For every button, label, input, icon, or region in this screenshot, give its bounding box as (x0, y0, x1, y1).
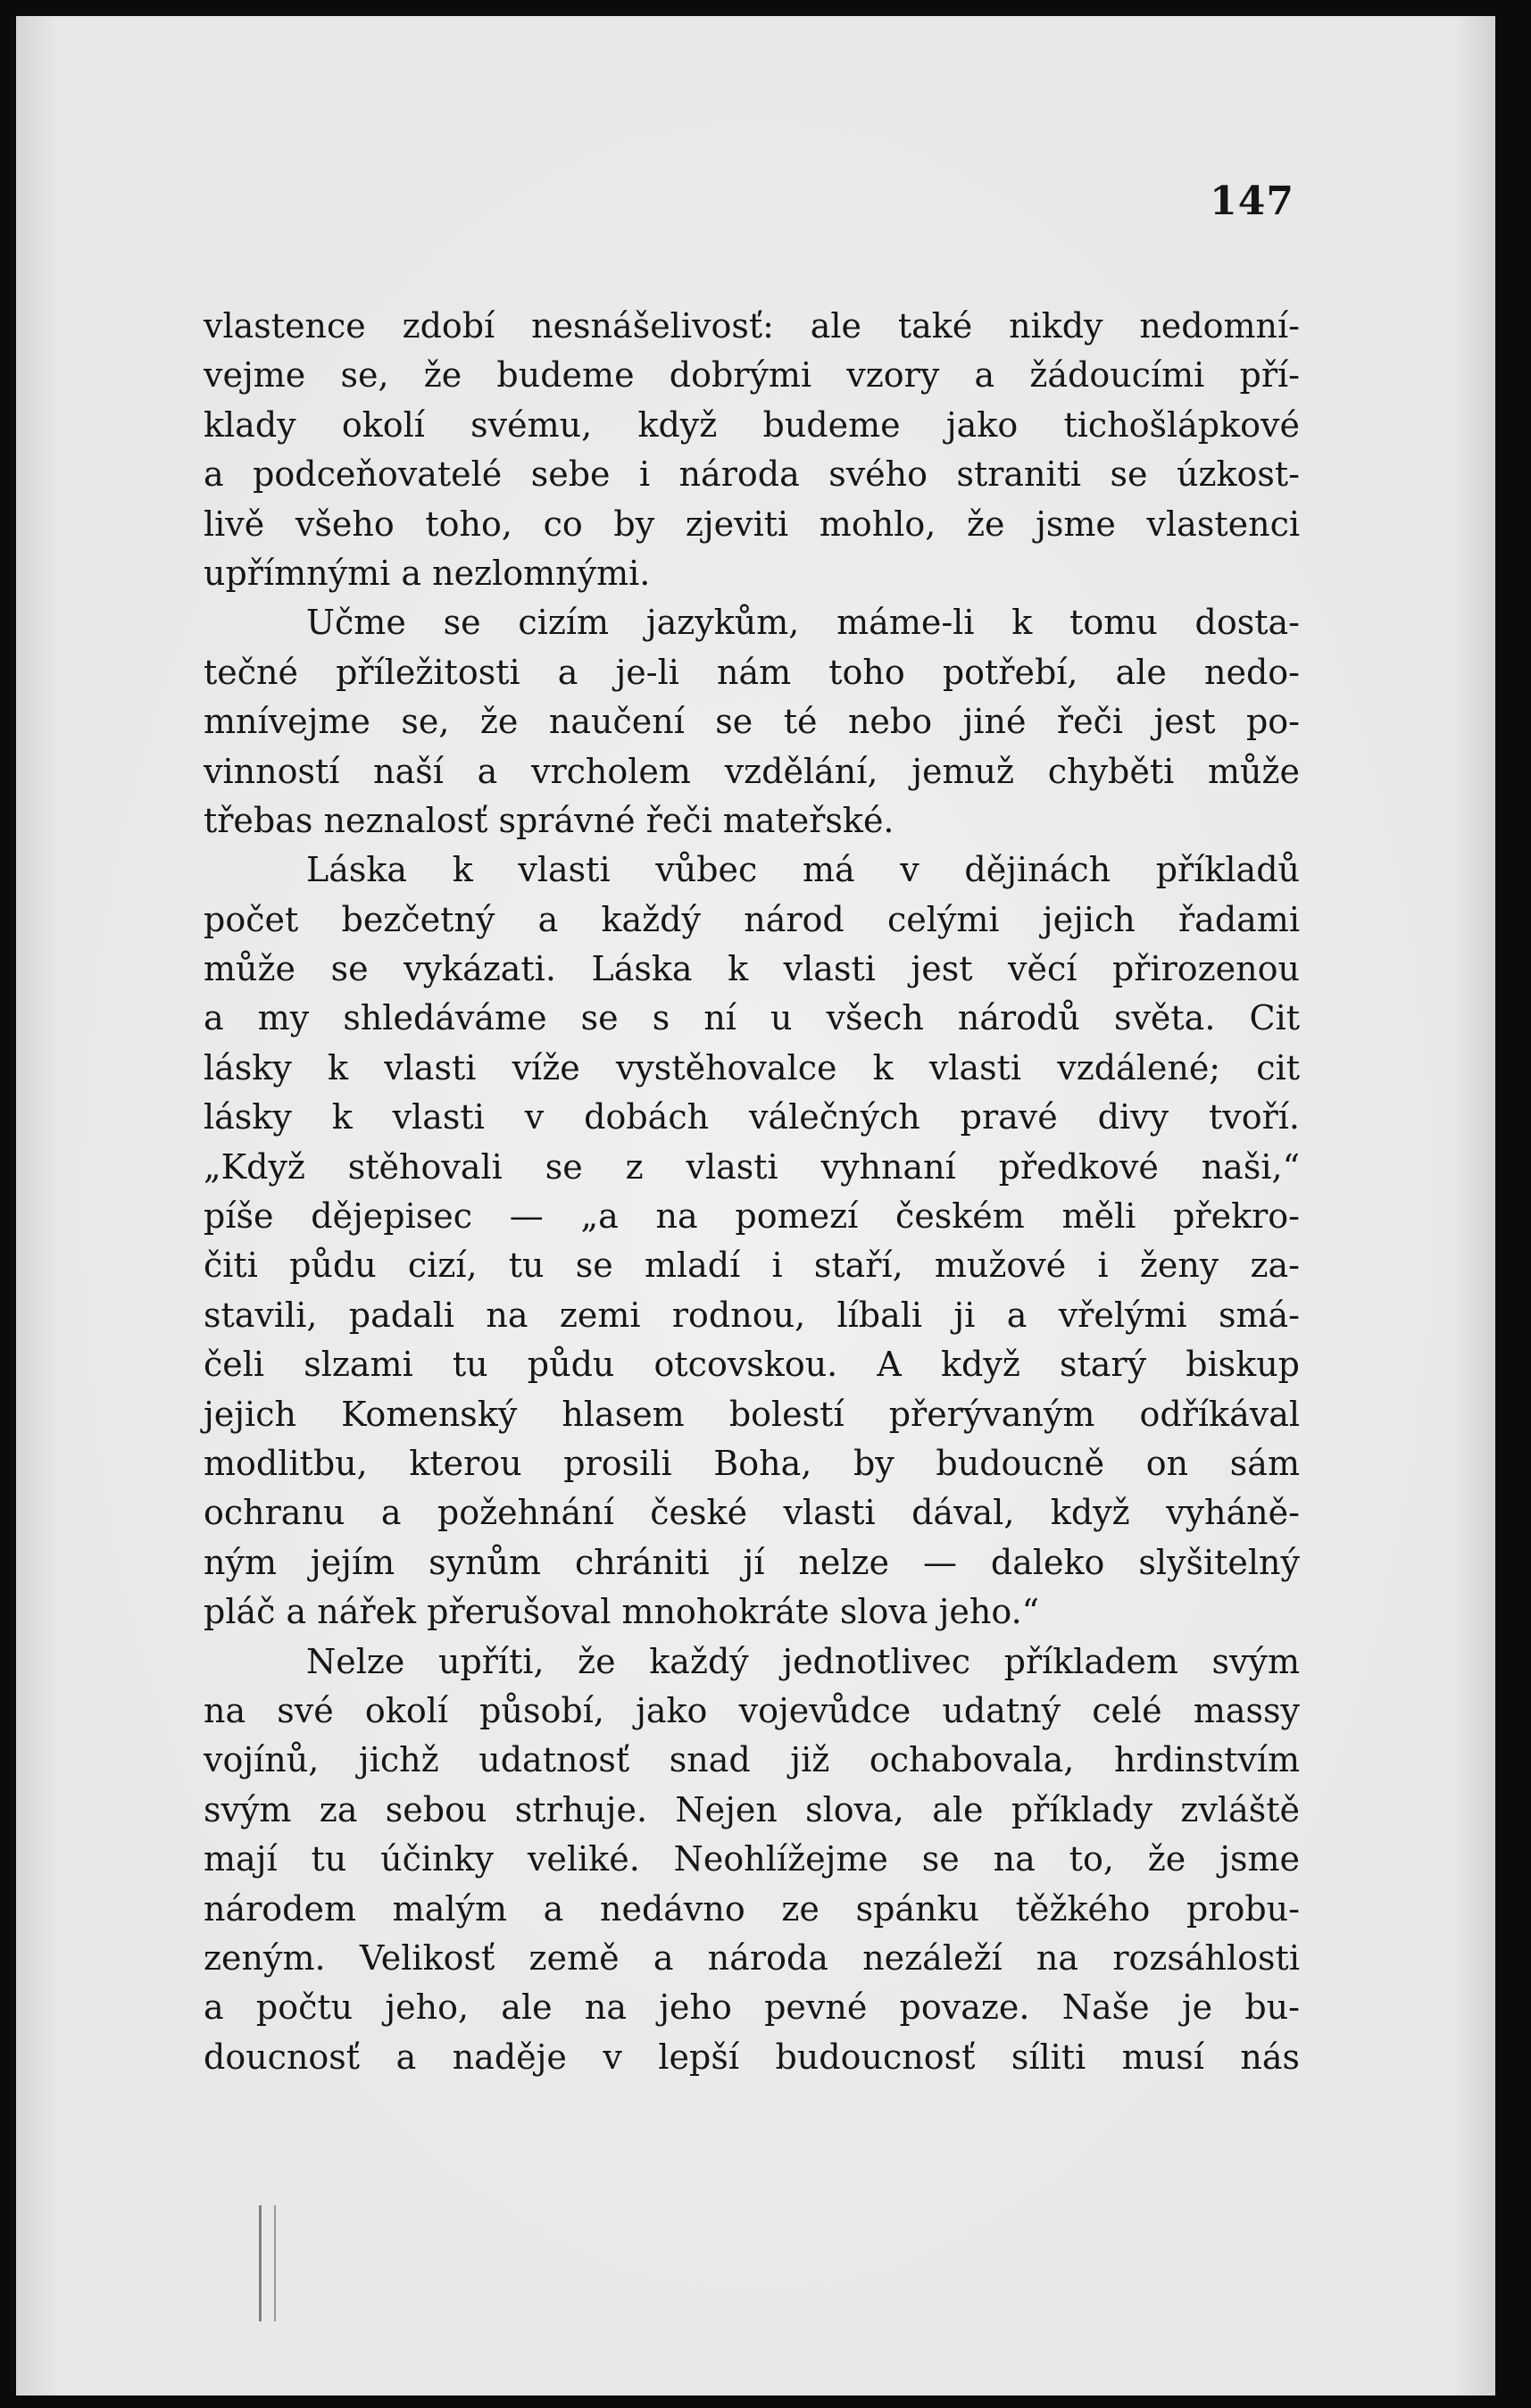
text-line: čeli slzami tu půdu otcovskou. A když starý biskup (204, 1345, 1300, 1385)
text-line: vinností naší a vrcholem vzdělání, jemuž chyběti může (204, 751, 1300, 791)
paragraph-start-line: Nelze upříti, že každý jednotlivec příkladem svým (306, 1641, 1300, 1681)
text-line: zeným. Velikosť země a národa nezáleží na rozsáhlosti (204, 1937, 1300, 1978)
text-line: livě všeho toho, co by zjeviti mohlo, že jsme vlastenci (204, 504, 1300, 544)
text-line: národem malým a nedávno ze spánku těžkého probu- (204, 1888, 1300, 1929)
text-line: jejich Komenský hlasem bolestí přerývaným odříkával (204, 1394, 1300, 1434)
text-line: modlitbu, kterou prosili Boha, by budoucně on sám (204, 1443, 1300, 1483)
text-line: může se vykázati. Láska k vlasti jest věcí přirozenou (204, 949, 1300, 989)
text-line: „Když stěhovali se z vlasti vyhnaní předkové naši,“ (204, 1146, 1300, 1187)
text-line: tečné příležitosti a je-li nám toho potřebí, ale nedo- (204, 652, 1300, 692)
body-text (204, 302, 1300, 2082)
text-line: svým za sebou strhuje. Nejen slova, ale příklady zvláště (204, 1789, 1300, 1829)
text-line: upřímnými a nezlomnými. (204, 553, 651, 593)
text-line: píše dějepisec — „a na pomezí českém měli překro- (204, 1196, 1300, 1237)
paragraph-start-line: Láska k vlasti vůbec má v dějinách příkladů (306, 850, 1300, 890)
margin-pencil-mark (259, 2205, 276, 2321)
text-line: a počtu jeho, ale na jeho pevné povaze. Naše je bu- (204, 1987, 1300, 2028)
page-number: 147 (1210, 179, 1294, 224)
text-line: doucnosť a naděje v lepší budoucnosť síliti musí nás (204, 2037, 1300, 2077)
text-line: čiti půdu cizí, tu se mladí i staří, mužové i ženy za- (204, 1246, 1300, 1286)
text-line: ochranu a požehnání české vlasti dával, když vyháně- (204, 1493, 1300, 1533)
text-line: vojínů, jichž udatnosť snad již ochabovala, hrdinstvím (204, 1740, 1300, 1780)
text-line: lásky k vlasti víže vystěhovalce k vlasti vzdálené; cit (204, 1047, 1300, 1087)
text-line: lásky k vlasti v dobách válečných pravé divy tvoří. (204, 1097, 1300, 1137)
scan-border (1495, 0, 1531, 2408)
text-line: klady okolí svému, když budeme jako tichošlápkové (204, 404, 1300, 445)
text-line: a podceňovatelé sebe i národa svého straniti se úzkost- (204, 454, 1300, 495)
text-line: pláč a nářek přerušoval mnohokráte slova jeho.“ (204, 1592, 1040, 1632)
text-line: a my shledáváme se s ní u všech národů světa. Cit (204, 998, 1300, 1038)
paragraph-start-line: Učme se cizím jazykům, máme-li k tomu dosta- (306, 603, 1300, 643)
text-line: ným jejím synům chrániti jí nelze — daleko slyšitelný (204, 1542, 1300, 1582)
text-line: počet bezčetný a každý národ celými jejich řadami (204, 899, 1300, 939)
text-line: stavili, padali na zemi rodnou, líbali ji a vřelými smá- (204, 1295, 1300, 1335)
text-line: vlastence zdobí nesnášelivosť: ale také nikdy nedomní- (204, 306, 1300, 346)
text-line: mnívejme se, že naučení se té nebo jiné řeči jest po- (204, 702, 1300, 742)
text-line: vejme se, že budeme dobrými vzory a žádoucími pří- (204, 355, 1300, 396)
text-line: třebas neznalosť správné řeči mateřské. (204, 800, 894, 840)
text-line: mají tu účinky veliké. Neohlížejme se na to, že jsme (204, 1839, 1300, 1879)
text-line: na své okolí působí, jako vojevůdce udatný celé massy (204, 1690, 1300, 1730)
